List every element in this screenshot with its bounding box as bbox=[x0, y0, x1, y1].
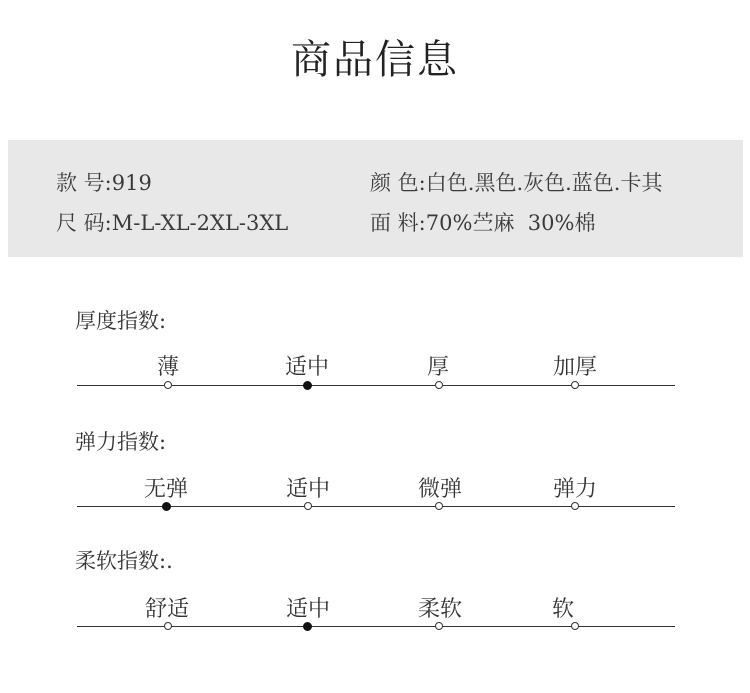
style-number bbox=[56, 167, 152, 197]
elasticity-dot bbox=[571, 502, 579, 510]
softness-dot bbox=[571, 622, 579, 630]
thickness-option-thick: 厚 bbox=[426, 355, 449, 380]
elasticity-scale-title: 弹力指数: bbox=[75, 430, 167, 454]
page-title: 商品信息 bbox=[291, 37, 459, 83]
softness-scale-title: 柔软指数:. bbox=[75, 549, 173, 573]
thickness-dot bbox=[435, 381, 443, 389]
thickness-scale-title: 厚度指数: bbox=[75, 309, 167, 333]
thickness-dot bbox=[571, 381, 579, 389]
thickness-option-medium: 适中 bbox=[284, 355, 329, 380]
thickness-dot-selected bbox=[303, 381, 312, 390]
softness-option-soft: 柔软 bbox=[417, 597, 462, 622]
elasticity-dot bbox=[304, 502, 312, 510]
style-number-label: 款 号: bbox=[56, 171, 112, 195]
elasticity-option-slight: 微弹 bbox=[417, 477, 462, 502]
color-info bbox=[370, 167, 662, 197]
fabric-value: 70%苎麻 30%棉 bbox=[425, 211, 596, 235]
elasticity-option-none: 无弹 bbox=[143, 477, 188, 502]
size-info bbox=[56, 207, 288, 237]
thickness-option-extra-thick: 加厚 bbox=[552, 355, 597, 380]
color-label: 颜 色: bbox=[370, 171, 426, 195]
product-info-panel bbox=[8, 140, 743, 257]
color-value: 白色.黑色.灰色.蓝色.卡其 bbox=[425, 171, 663, 195]
elasticity-dot-selected bbox=[162, 502, 171, 511]
softness-dot bbox=[164, 622, 172, 630]
elasticity-dot bbox=[435, 502, 443, 510]
softness-option-comfort: 舒适 bbox=[144, 597, 189, 622]
thickness-option-thin: 薄 bbox=[156, 355, 179, 380]
thickness-dot bbox=[164, 381, 172, 389]
size-value: M-L-XL-2XL-3XL bbox=[111, 211, 289, 235]
softness-dot-selected bbox=[303, 622, 312, 631]
elasticity-option-medium: 适中 bbox=[285, 477, 330, 502]
fabric-label: 面 料: bbox=[370, 211, 426, 235]
style-number-value: 919 bbox=[111, 171, 152, 195]
size-label: 尺 码: bbox=[56, 211, 112, 235]
fabric-info bbox=[370, 207, 595, 237]
softness-option-medium: 适中 bbox=[285, 597, 330, 622]
softness-dot bbox=[435, 622, 443, 630]
elasticity-option-stretch: 弹力 bbox=[552, 477, 597, 502]
softness-option-very-soft: 软 bbox=[551, 597, 574, 622]
